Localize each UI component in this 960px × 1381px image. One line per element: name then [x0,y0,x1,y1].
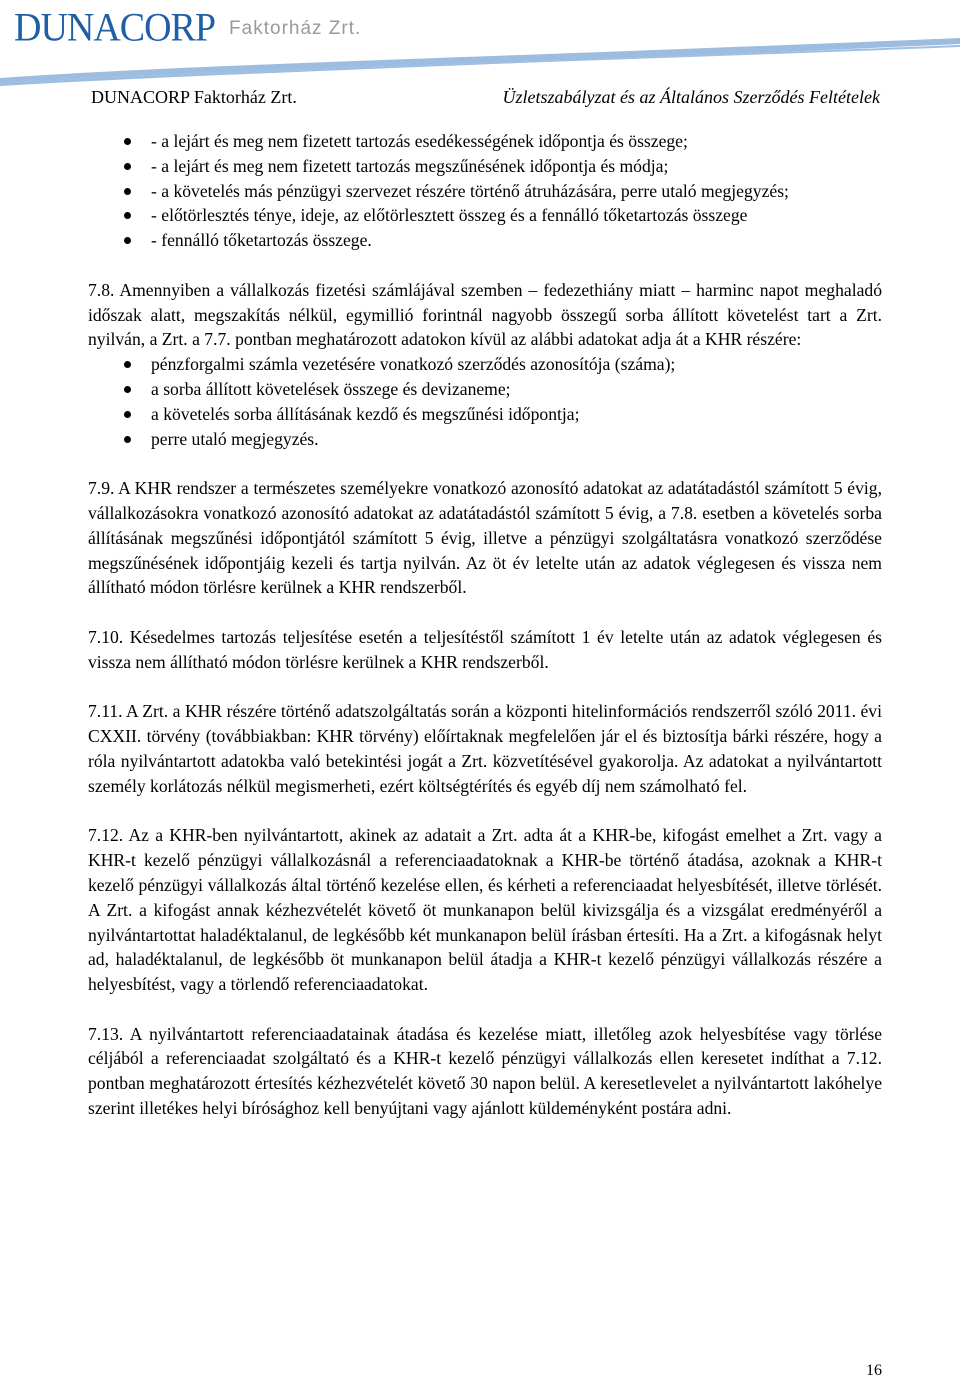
page-number: 16 [866,1362,882,1379]
paragraph-7-12: 7.12. Az a KHR-ben nyilvántartott, akinek az adatait a Zrt. adta át a KHR-be, kifogást emelhet a Zrt. vagy a KHR-t kezelő pénzügyi vállalkozásnál a referenciaadatoknak a KHR-be történő átadása, azoknak a KHR-t kezelő pénzügyi vállalkozás által történő kezelése ellen, és kérheti a referenciaadat helyesbítését, illetve törlését. A Zrt. a kifogást annak kézhezvételét követő öt munkanapon belül kivizsgálja és a vizsgálat eredményéről a nyilvántartottat haladéktalanul, de legkésőbb két munkanapon belül írásban értesíti. Ha a Zrt. a kifogásnak helyt ad, haladéktalanul, de legkésőbb öt munkanapon belül átadja a KHR-t kezelő pénzügyi vállalkozás részére a helyesbítést, vagy a törlendő referenciaadatokat. [88,825,882,995]
list-item: a sorba állított követelések összege és devizaneme; [88,377,882,402]
swoosh-band [0,38,960,86]
list-item: - a követelés más pénzügyi szervezet részére történő átruházására, perre utaló megjegyzés; [88,179,882,204]
list-item: - a lejárt és meg nem fizetett tartozás esedékességének időpontja és összege; [88,129,882,154]
paragraph-7-11: 7.11. A Zrt. a KHR részére történő adatszolgáltatás során a központi hitelinformációs rendszerről szóló 2011. évi CXXII. törvény (továbbiakban: KHR törvény) előírtaknak megfelelően jár el és biztosítja bárki részére, hogy a róla nyilvántartott adatokba való betekintési jogát a Zrt. közvetítésével gyakorolja. Az adatokat a nyilvántartott személy korlátozás nélkül megismerheti, ezért költségtérítés és egyéb díj nem számolható fel. [88,701,882,796]
additional-data-list [88,352,882,451]
logo-main-text: DUNACORP [14,5,216,51]
paragraph-7-10: 7.10. Késedelmes tartozás teljesítése esetén a teljesítéstől számított 1 év letelte után az adatok véglegesen és vissza nem állítható módon törlésre kerülnek a KHR rendszerből. [88,626,882,672]
logo-sub-text: Faktorház Zrt. [229,18,362,39]
list-item: - fennálló tőketartozás összege. [88,228,882,253]
running-header [88,84,880,110]
list-item: perre utaló megjegyzés. [88,427,882,452]
paragraph-7-13: 7.13. A nyilvántartott referenciaadatainak átadása és kezelése miatt, illetőleg azok helyesbítése vagy törlése céljából a referenciaadat szolgáltató és a KHR-t kezelő pénzügyi vállalkozás ellen keresetet indíthat a 7.12. pontban meghatározott értesítés kézhezvételét követő 30 napon belül. A keresetlevelet a nyilvántartott lakóhelye szerint illetékes helyi bírósághoz kell benyújtani vagy ajánlott küldeményként postára adni. [88,1023,882,1119]
paragraph-7-8: 7.8. Amennyiben a vállalkozás fizetési számlájával szemben – fedezethiány miatt – harminc napot meghaladó időszak alatt, megszakítás nélkül, egymillió forintnál nagyobb összegű sorba állított követelést tart a Zrt. nyilván, a Zrt. a 7.7. pontban meghatározott adatokon kívül az alábbi adatokat adja át a KHR részére: [88,279,882,350]
list-item: - a lejárt és meg nem fizetett tartozás megszűnésének időpontja és módja; [88,154,882,179]
khr-data-list [88,129,882,253]
page-content [88,129,882,1121]
header-company-name: DUNACORP Faktorház Zrt. [91,87,297,107]
list-item: a követelés sorba állításának kezdő és megszűnési időpontja; [88,402,882,427]
list-item: - előtörlesztés ténye, ideje, az előtörlesztett összeg és a fennálló tőketartozás összege [88,203,882,228]
paragraph-7-9: 7.9. A KHR rendszer a természetes személyekre vonatkozó azonosító adatokat az adatátadástól számított 5 évig, vállalkozásokra vonatkozó azonosító adatokat az adatátadástól számított 5 évig, a 7.8. esetben a követelés sorba állításának megszűnési időpontjától számított 5 évig, illetve a pénzügyi szolgáltatásra vonatkozó szerződése megszűnésének időpontjáig kezeli és tartja nyilván. Az öt év letelte után az adatok véglegesen és vissza nem állítható módon törlésre kerülnek a KHR rendszerből. [88,478,882,598]
list-item: pénzforgalmi számla vezetésére vonatkozó szerződés azonosítója (száma); [88,352,882,377]
header-document-title: Üzletszabályzat és az Általános Szerződés Feltételek [502,87,880,107]
